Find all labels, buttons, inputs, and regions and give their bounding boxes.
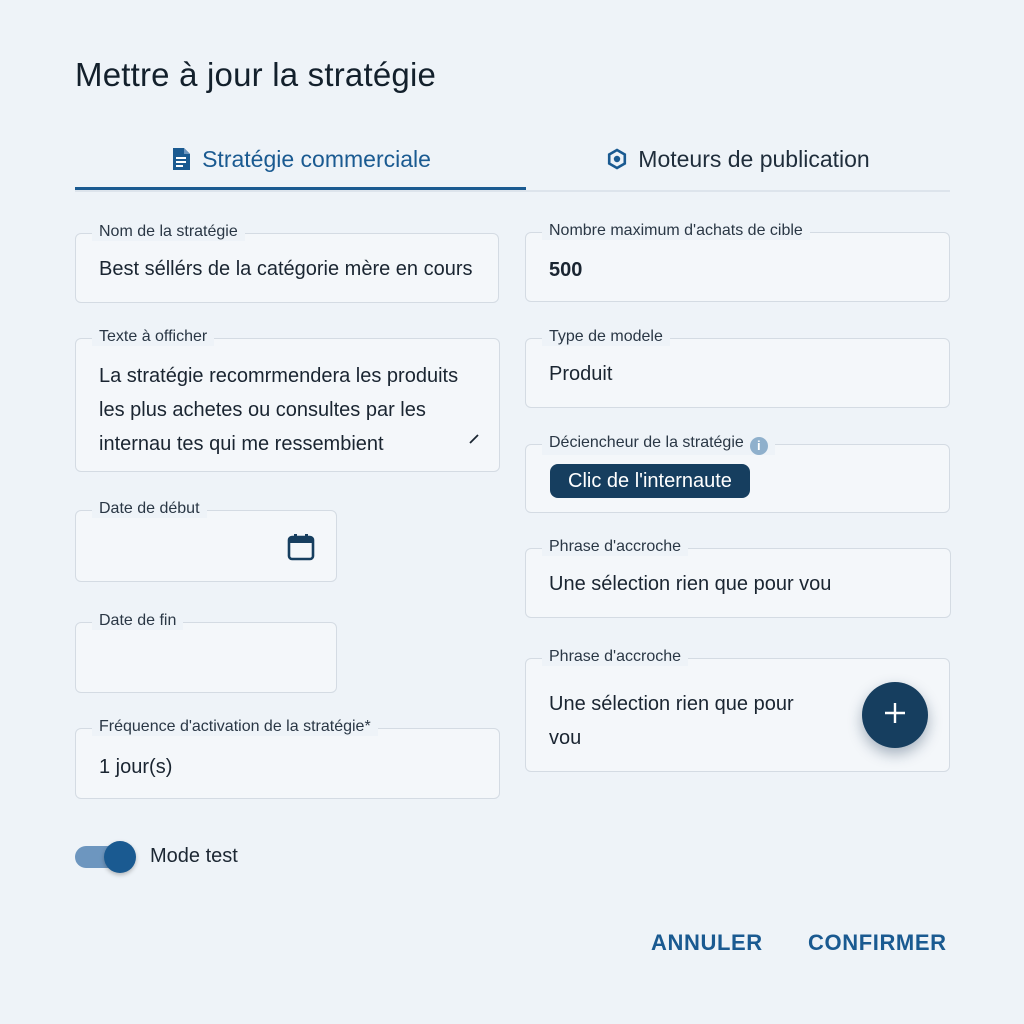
field-label: Phrase d'accroche	[542, 648, 688, 666]
field-label: Phrase d'accroche	[542, 538, 688, 556]
field-value: Best séllérs de la catégorie mère en cours	[99, 258, 473, 280]
field-label: Date de début	[92, 500, 207, 518]
field-label: Nom de la stratégie	[92, 223, 245, 241]
add-button[interactable]	[862, 682, 928, 748]
tab-label: Stratégie commerciale	[202, 145, 431, 172]
textarea-content: Une sélection rien que pour vou	[549, 693, 794, 749]
field-label: Date de fin	[92, 612, 183, 630]
field-label: Texte à officher	[92, 328, 214, 346]
field-label: Nombre maximum d'achats de cible	[542, 222, 810, 240]
field-value: Produit	[549, 363, 613, 385]
tab-commercial-strategy[interactable]	[75, 130, 526, 188]
field-value: 1 jour(s)	[99, 756, 173, 778]
max-purchases-field[interactable]	[525, 222, 950, 302]
tab-bar	[75, 130, 950, 192]
activation-frequency-field[interactable]	[75, 718, 500, 799]
field-label: Déciencheur de la stratégie i	[542, 434, 775, 455]
cancel-button[interactable]: ANNULER	[651, 930, 763, 955]
mode-test-toggle[interactable]	[75, 842, 135, 872]
field-label: Fréquence d'activation de la stratégie*	[92, 718, 378, 736]
field-label: Type de modele	[542, 328, 670, 346]
model-type-field[interactable]	[525, 328, 950, 408]
hook-phrase-field-1[interactable]	[525, 538, 951, 618]
calendar-icon[interactable]	[287, 533, 315, 566]
dialog-title: Mettre à jour la stratégie	[75, 56, 437, 93]
active-tab-indicator	[75, 187, 526, 190]
strategy-name-field[interactable]	[75, 223, 499, 303]
start-date-field[interactable]	[75, 500, 337, 582]
mode-test-label: Mode test	[150, 845, 238, 867]
confirm-button[interactable]: CONFIRMER	[808, 930, 947, 955]
field-value: Une sélection rien que pour vou	[549, 573, 832, 595]
document-icon	[170, 147, 192, 171]
end-date-field[interactable]	[75, 612, 337, 693]
strategy-trigger-field[interactable]	[525, 434, 950, 513]
display-text-field[interactable]	[75, 328, 500, 472]
gear-icon	[606, 148, 628, 170]
info-icon[interactable]: i	[750, 437, 768, 455]
trigger-chip[interactable]: Clic de l'internaute	[550, 464, 750, 498]
field-value: 500	[549, 259, 583, 281]
resize-handle-icon[interactable]	[467, 432, 481, 451]
toggle-knob	[104, 841, 136, 873]
tab-publishing-engines[interactable]	[526, 130, 950, 188]
plus-icon	[883, 701, 907, 730]
textarea-content: La stratégie recomrmendera les produits les plus achetes ou consultes par les internau tes qui me ressembient	[99, 365, 459, 455]
tab-label: Moteurs de publication	[638, 145, 870, 172]
